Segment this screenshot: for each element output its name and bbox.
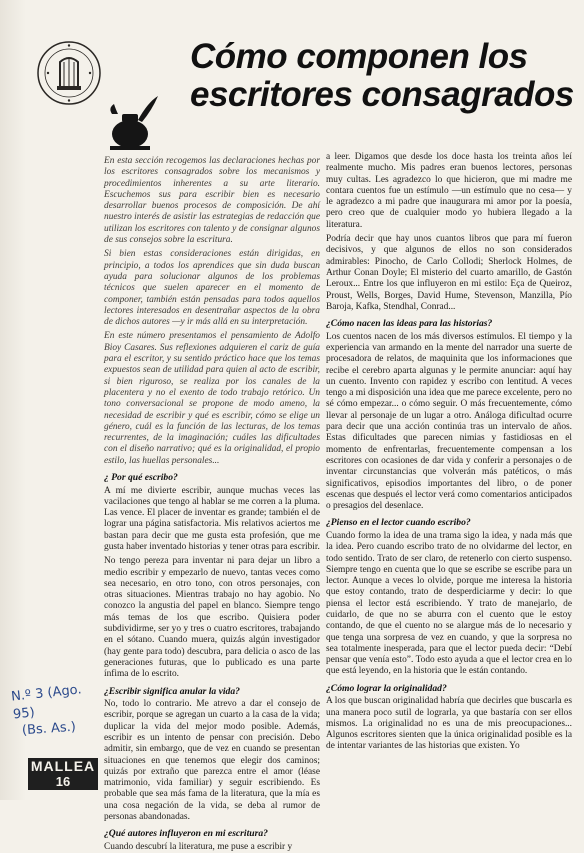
section-heading: ¿ Por qué escribo? <box>104 472 178 484</box>
title-line-2: escritores consagrados <box>190 75 574 114</box>
body-paragraph: A mí me divierte escribir, aunque muchas veces las vacilaciones que tengo al hablar se me corren a la pluma. Las vence. El placer de inventar es grande; también el de lograr una página satisfactoria. Mis relativos aciertos me bastan para decir que me gusta esta profesión, que me gusta haber inventado historias y tener otras para escribir. <box>104 485 320 552</box>
body-paragraph: No tengo pereza para inventar ni para dejar un libro a medio escribir y empezarlo de nuevo, tantas veces como sea necesario, en otro tono, con otros personajes, con otras situaciones. Mientras trabajo no hay agobio. No conozco la angustia del papel en blanco. Siempre tengo más temas de los que escribo. Quisiera poder subdividirme, ser yo y tres o cuatro escritores, trabajando en el sótano. Cuando muera, quizás algún investigador (hay gente para todo) descubra, para delicia o asco de las generaciones futuras, que lo publicado es una parte ínfima de lo escrito. <box>104 556 320 680</box>
intro-paragraph: En este número presentamos el pensamiento de Adolfo Bioy Casares. Sus reflexiones adquieren el cariz de guía para el escritor, y su sentido práctico hace que los temas expuestos sean de utilidad para quien al acto de escribir, si bien riguroso, se realiza por los canales de la placentera y no el exento de todo trabajo retórico. Un tono conversacional se propone de modo ameno, la necesidad de escribir y qué es escribir, cómo se elige un género, cuál es la función de las lecturas, de los temas recurrentes, de la imaginación; cuáles las dificultades con el diseño narrativo; qué es la originalidad, el propio estilo, las huellas personales... <box>104 331 320 466</box>
library-seal-logo <box>36 40 102 106</box>
section-heading: ¿Qué autores influyeron en mi escritura? <box>104 828 268 840</box>
body-paragraph: a leer. Digamos que desde los doce hasta los treinta años leí realmente mucho. Mis padres eran buenos lectores, personas muy cultas. Les agradezco lo que hicieron, que mi madre me contara cuentos fue un estímulo —un estímulo que no cesa— y le agradezco a mi padre que inaugurara mi amor por la poesía, pero creo que de cualquier modo yo hubiera llegado a la literatura. <box>326 152 572 230</box>
section-heading: ¿Escribir significa anular la vida? <box>104 685 240 697</box>
scan-edge <box>0 0 26 800</box>
handwritten-issue: N.º 3 (Ago. 95) <box>10 682 83 723</box>
body-paragraph: A los que buscan originalidad habría que decirles que buscarla es una manera poco sutil de lograrla, ya que bastaría con ser ellos mismos. La originalidad no es una de mis preocupaciones... Algunos escritores sienten que la única originalidad posible es la de intentar variantes de las historias que existen. Yo <box>326 696 572 752</box>
body-paragraph: Cuando formo la idea de una trama sigo la idea, y nada más que la idea. Pero cuando escribo trato de no olvidarme del lector, en todo sentido. Trato de ser claro, de retenerlo con cierto suspenso. Siempre tengo en cuenta que lo que se escribe se escribe para un lector. Aunque a veces lo olvide, porque me interesa la historia que estoy contando, trato de desperdiciarme y decir: lo que piensa el lector está escribiendo. Y trato de manejarlo, de cuidarlo, de que no se aburra con el cuento que le estoy contando, de que el cuento no se alargue más de lo necesario y que tenga una sorpresa de vez en cuando, y que la sorpresa no sea totalmente inesperada, para que el lector pueda decir: “Debí pensar que venía esto”. Todo esto ayuda a que el lector crea en lo que está leyendo, en la historia que le están contando. <box>326 530 572 677</box>
section-heading: ¿Cómo lograr la originalidad? <box>326 682 447 694</box>
body-paragraph: Podría decir que hay unos cuantos libros que para mí fueron decisivos, y que algunos de ellos no son considerados admirables: Pinocho, de Carlo Collodi; Sherlock Holmes, de Arthur Conan Doyle; El misterio del cuarto amarillo, de Gastón Leroux... Entre los que influyeron en mi estilo: Eça de Queiroz, Proust, Wells, Borges, David Hume, Stevenson, Manzilla, Pío Baroja, Kafka, Stendhal, Conrad... <box>326 234 572 312</box>
handwritten-annotation <box>12 684 100 738</box>
handwritten-city: (Bs. As.) <box>21 719 77 739</box>
left-column <box>104 156 320 852</box>
body-paragraph: Cuando descubrí la literatura, me puse a escribir y <box>104 841 293 852</box>
inkwell-quill-emblem <box>104 94 160 152</box>
section-heading: ¿Cómo nacen las ideas para las historias? <box>326 318 493 330</box>
intro-paragraph: Si bien estas consideraciones están dirigidas, en principio, a todos los aprendices que sin duda buscan ayuda para solucionar algunos de los problemas técnicos que suelen aparecer en el momento de componer, también están pensadas para todos aquellos lectores interesados en desentrañar aspectos de la obra de dichos autores —y ir más allá en su interpretación. <box>104 249 320 328</box>
section-heading: ¿Pienso en el lector cuando escribo? <box>326 517 471 529</box>
body-paragraph: Los cuentos nacen de los más diversos estímulos. El tiempo y la experiencia van armando en la mente del narrador una suerte de procesadora de relatos, de maquinita que los informaciones que recibe el cerebro aparta algunas y le permite anunciar: aquí hay un cuento. Invento con rapidez y escribo con lentitud. A veces tengo a mi disposición una idea que me parece excelente, pero no sé cómo empezar... o cómo seguir. O más frecuentemente, cómo llevar al personaje de un lugar a otro. Análoga dificultad ocurre para decir que una acción continúa tras un intervalo de años. Estas dificultades que parecen nimias y fastidiosas en el momento de enfrentarlas, frecuentemente compensan a los escritores con ocasiones de dar vida y conferir a personajes o de inventar circunstancias que volverán más patéticos, o más significativos, episodios importantes del libro, o de poner escenas que después el lector verá como comentarios anticipados o presagios del desenlace. <box>326 331 572 512</box>
right-column <box>326 152 572 782</box>
article-title <box>190 37 574 114</box>
footer-badge <box>28 758 98 790</box>
title-line-1: Cómo componen los <box>190 37 528 76</box>
intro-paragraph: En esta sección recogemos las declaraciones hechas por los escritores consagrados sobre los mecanismos y procedimientos inherentes a su arte literario. Escuchemos sus para escribir bien es necesario desarrollar buenos procesos de composición. De ahí nuestro interés de asistir las estrategias de redacción que utilizan los escritores con talento y de consignar algunos de sus consejos sobre la escritura. <box>104 156 320 246</box>
body-paragraph: No, todo lo contrario. Me atrevo a dar el consejo de escribir, porque se agregan un cuarto a la casa de la vida; duplicar la vida del mejor modo posible. Además, escribir es un intento de pensar con precisión. Debo admitir, sin embargo, que de vez en cuando se presentan situaciones en que tenemos que elegir dos caminos; quizás por extraño que parezca entre el amor (léase matrimonio, vida familiar) y seguir escribiendo. Es probable que sea más fama de la literatura, que la mía es una cosa negación de la vida, se deba al rumor de personas abandonadas. <box>104 699 320 823</box>
page-number: 16 <box>55 774 71 789</box>
magazine-name: MALLEA <box>30 758 96 774</box>
